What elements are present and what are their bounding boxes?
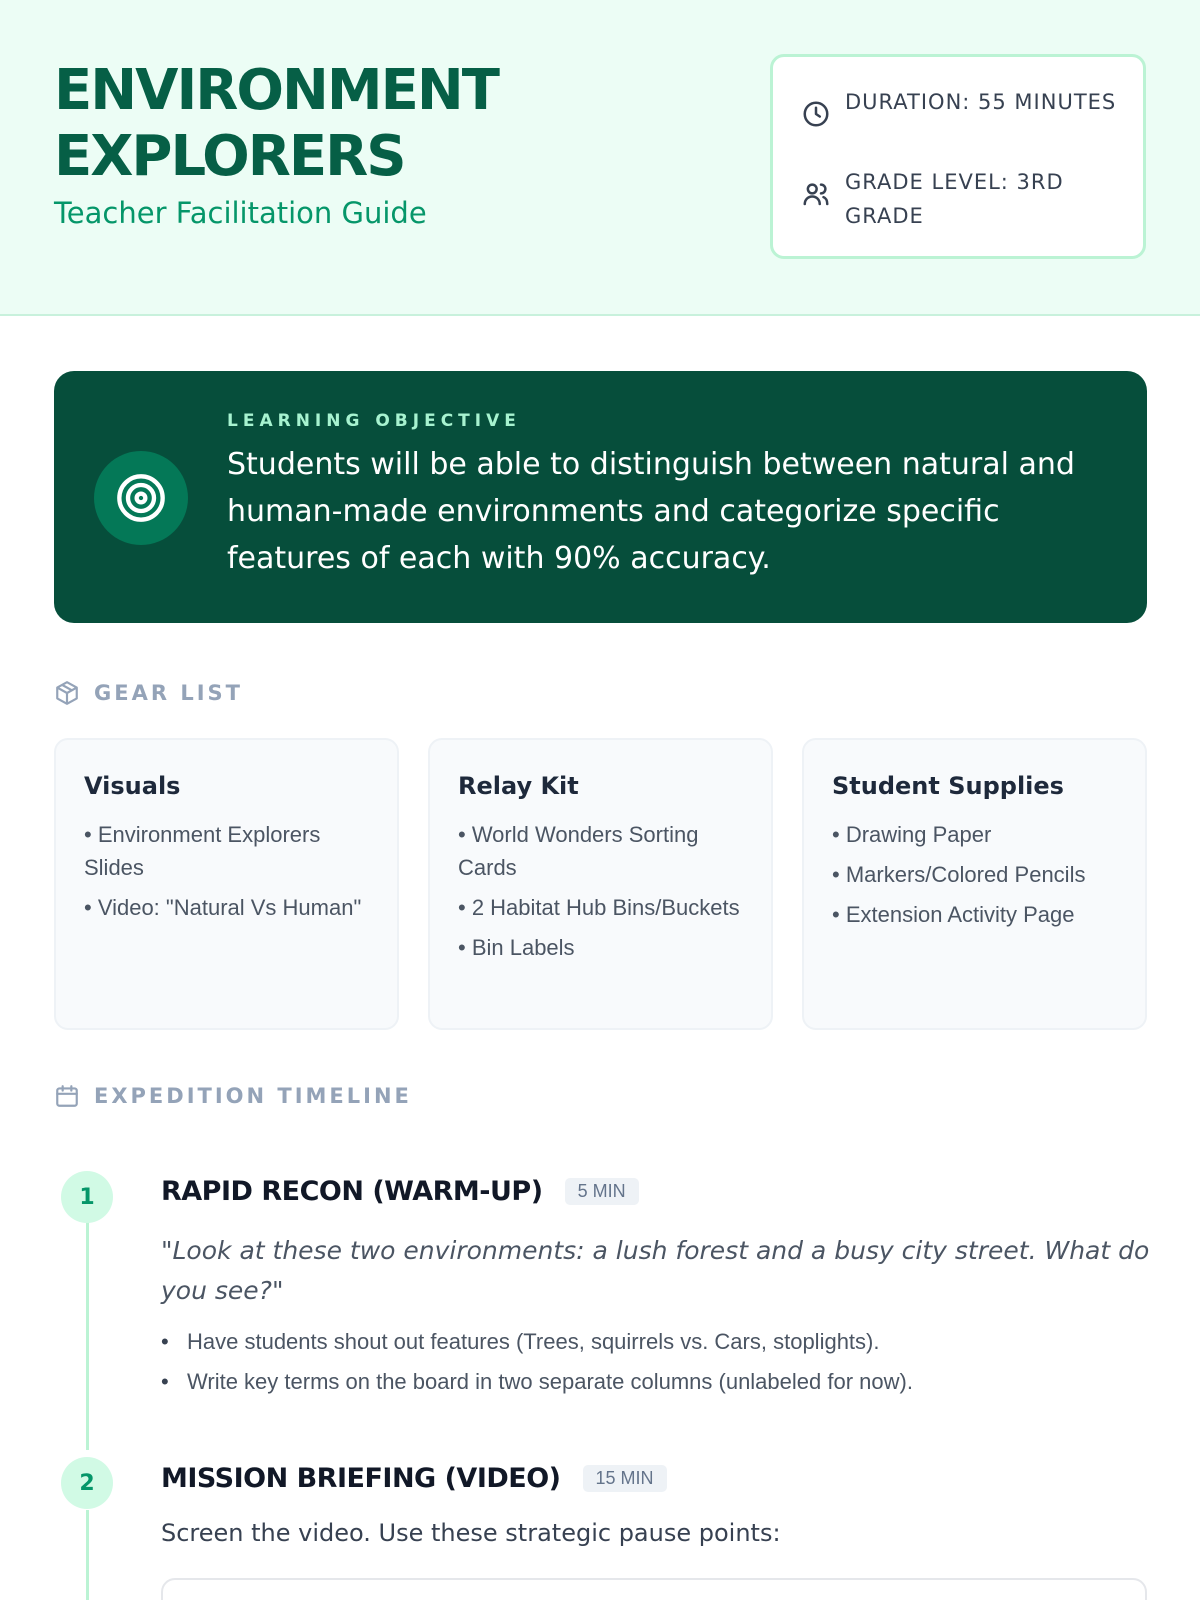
gear-card-visuals (54, 738, 399, 1030)
gear-card-student-supplies (802, 738, 1147, 1030)
gear-list-label: GEAR LIST (94, 681, 243, 705)
lesson-meta-card (770, 54, 1146, 259)
users-icon (801, 179, 831, 209)
calendar-icon (54, 1083, 80, 1109)
step-number-badge: 1 (61, 1171, 113, 1223)
clock-icon (801, 99, 831, 129)
step-bullet: • Write key terms on the board in two separate columns (unlabeled for now). (161, 1362, 913, 1402)
gear-item: • Drawing Paper (832, 822, 992, 847)
gear-card-title: Relay Kit (458, 772, 579, 800)
page-subtitle: Teacher Facilitation Guide (54, 196, 427, 230)
timeline-connector (86, 1222, 89, 1450)
timeline-connector (86, 1510, 89, 1600)
target-icon (94, 451, 188, 545)
gear-item: • 2 Habitat Hub Bins/Buckets (458, 895, 740, 920)
gear-card-relay-kit (428, 738, 773, 1030)
gear-item: • Video: "Natural Vs Human" (84, 895, 362, 920)
gear-item: • World Wonders Sorting Cards (458, 822, 699, 880)
step-description: Screen the video. Use these strategic pause points: (161, 1519, 781, 1547)
grade-level-row (801, 165, 1125, 233)
step-bullet: • Have students shout out features (Trees, squirrels vs. Cars, stoplights). (161, 1322, 913, 1362)
package-icon (54, 680, 80, 706)
step-header (161, 1176, 639, 1207)
pause-points-box (161, 1578, 1147, 1600)
step-quote: "Look at these two environments: a lush forest and a busy city street. What do you see?" (161, 1236, 1150, 1305)
learning-objective-banner (54, 371, 1147, 623)
timeline-heading (54, 1083, 412, 1109)
duration-row (801, 85, 1125, 129)
objective-text: Students will be able to distinguish between natural and human-made environments and categorize specific features of each with 90% accuracy. (227, 447, 1075, 576)
step-header (161, 1463, 667, 1494)
gear-item: • Bin Labels (458, 935, 575, 960)
gear-item: • Extension Activity Page (832, 902, 1075, 927)
grade-level-text: GRADE LEVEL: 3RD GRADE (845, 170, 1064, 228)
gear-card-title: Visuals (84, 772, 181, 800)
timeline-label: EXPEDITION TIMELINE (94, 1084, 412, 1108)
duration-text: DURATION: 55 MINUTES (845, 90, 1117, 114)
objective-label: LEARNING OBJECTIVE (227, 411, 521, 431)
gear-card-title: Student Supplies (832, 772, 1064, 800)
gear-list-heading (54, 680, 243, 706)
step-title: RAPID RECON (WARM-UP) (161, 1176, 543, 1207)
step-title: MISSION BRIEFING (VIDEO) (161, 1463, 561, 1494)
gear-item: • Environment Explorers Slides (84, 822, 321, 880)
page-title: ENVIRONMENT EXPLORERS (54, 58, 498, 189)
duration-badge: 5 MIN (565, 1178, 639, 1205)
step-bullet-list (161, 1322, 913, 1402)
page-header (0, 0, 1200, 316)
duration-badge: 15 MIN (583, 1465, 667, 1492)
step-number-badge: 2 (61, 1457, 113, 1509)
gear-item: • Markers/Colored Pencils (832, 862, 1086, 887)
